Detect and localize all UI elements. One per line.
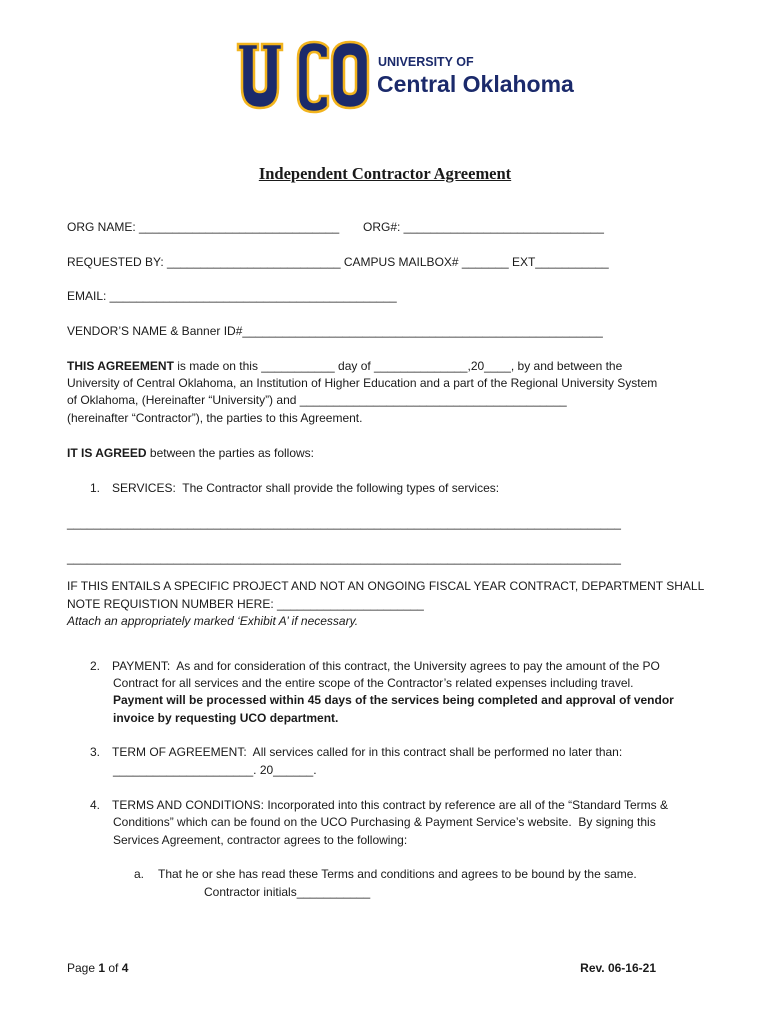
page-current: 1 [98, 961, 106, 975]
terms-sub-a-label: a. [134, 867, 145, 881]
uco-logo-graphic [236, 40, 574, 112]
payment-line-2: Contract for all services and the entire scope of the Contractor’s related expenses including travel. [113, 676, 634, 690]
logo-line2: Central Oklahoma [377, 71, 574, 97]
exhibit-note-text: Attach an appropriately marked ‘Exhibit A’ if necessary. [67, 614, 359, 628]
payment-bold-1 [113, 692, 674, 709]
payment-line-1 [90, 658, 660, 675]
org-name-field[interactable]: ORG NAME: ______________________________ [67, 220, 340, 234]
project-note-line-2[interactable]: NOTE REQUISTION NUMBER HERE: ______________________ [67, 597, 424, 611]
terms-text-1: TERMS AND CONDITIONS: Incorporated into this contract by reference are all of the “Standard Terms & [112, 798, 668, 812]
services-item [90, 480, 499, 497]
agreement-line-1-rest: is made on this ___________ day of ______________,20____, by and between the [173, 359, 623, 373]
page-total: 4 [121, 961, 129, 975]
agreement-line-1 [67, 358, 622, 375]
terms-line-1 [90, 797, 668, 814]
agreed-lead: IT IS AGREED [67, 446, 147, 460]
agreement-line-3: of Oklahoma, (Hereinafter “University”) and ________________________________________ [67, 393, 567, 407]
agreement-lead: THIS AGREEMENT [67, 359, 174, 373]
document-title: Independent Contractor Agreement [258, 164, 512, 183]
revision-label: Rev. 06-16-21 [580, 961, 656, 975]
requested-by-field[interactable]: REQUESTED BY: __________________________ CAMPUS MAILBOX# _______ EXT___________ [67, 255, 609, 269]
terms-number: 4. [90, 798, 101, 812]
page-prefix: Page [67, 961, 99, 975]
services-blank-1[interactable]: ___________________________________________________________________________________ [67, 516, 621, 530]
services-number: 1. [90, 481, 101, 495]
payment-text-1: PAYMENT: As and for consideration of this contract, the University agrees to pay the amount of the PO [112, 659, 660, 673]
term-line-1 [90, 744, 622, 761]
term-text-1: TERM OF AGREEMENT: All services called for in this contract shall be performed no later than: [112, 745, 623, 759]
agreement-line-4: (hereinafter “Contractor”), the parties to this Agreement. [67, 411, 363, 425]
page-number [67, 961, 128, 975]
terms-line-3: Services Agreement, contractor agrees to the following: [113, 833, 408, 847]
terms-line-2: Conditions” which can be found on the UCO Purchasing & Payment Service’s website. By signing this [113, 815, 656, 829]
payment-bold-text-2: invoice by requesting UCO department. [113, 711, 339, 725]
services-blank-2[interactable]: ___________________________________________________________________________________ [67, 551, 621, 565]
vendor-name-field[interactable]: VENDOR’S NAME & Banner ID#______________________________________________________ [67, 324, 603, 338]
agreed-rest: between the parties as follows: [146, 446, 315, 460]
agreed-line [67, 445, 314, 462]
payment-number: 2. [90, 659, 101, 673]
term-number: 3. [90, 745, 101, 759]
org-number-field[interactable]: ORG#: ______________________________ [363, 220, 604, 234]
uco-logo [236, 40, 574, 112]
page-of: of [105, 961, 122, 975]
project-note-line-1: IF THIS ENTAILS A SPECIFIC PROJECT AND NOT AN ONGOING FISCAL YEAR CONTRACT, DEPARTMENT SHALL [67, 579, 705, 593]
services-text: SERVICES: The Contractor shall provide the following types of services: [112, 481, 500, 495]
payment-bold-text-1: Payment will be processed within 45 days of the services being completed and approval of vendor [113, 693, 674, 707]
contractor-initials-field[interactable]: Contractor initials___________ [204, 885, 371, 899]
terms-sub-a-text: That he or she has read these Terms and conditions and agrees to be bound by the same. [158, 867, 637, 881]
payment-bold-2 [113, 710, 338, 727]
email-field[interactable]: EMAIL: ___________________________________________ [67, 289, 397, 303]
logo-line1: UNIVERSITY OF [378, 55, 474, 69]
term-line-2[interactable]: _____________________. 20______. [113, 763, 317, 777]
exhibit-note [67, 613, 358, 630]
agreement-line-2: University of Central Oklahoma, an Institution of Higher Education and a part of the Regional University System [67, 376, 658, 390]
